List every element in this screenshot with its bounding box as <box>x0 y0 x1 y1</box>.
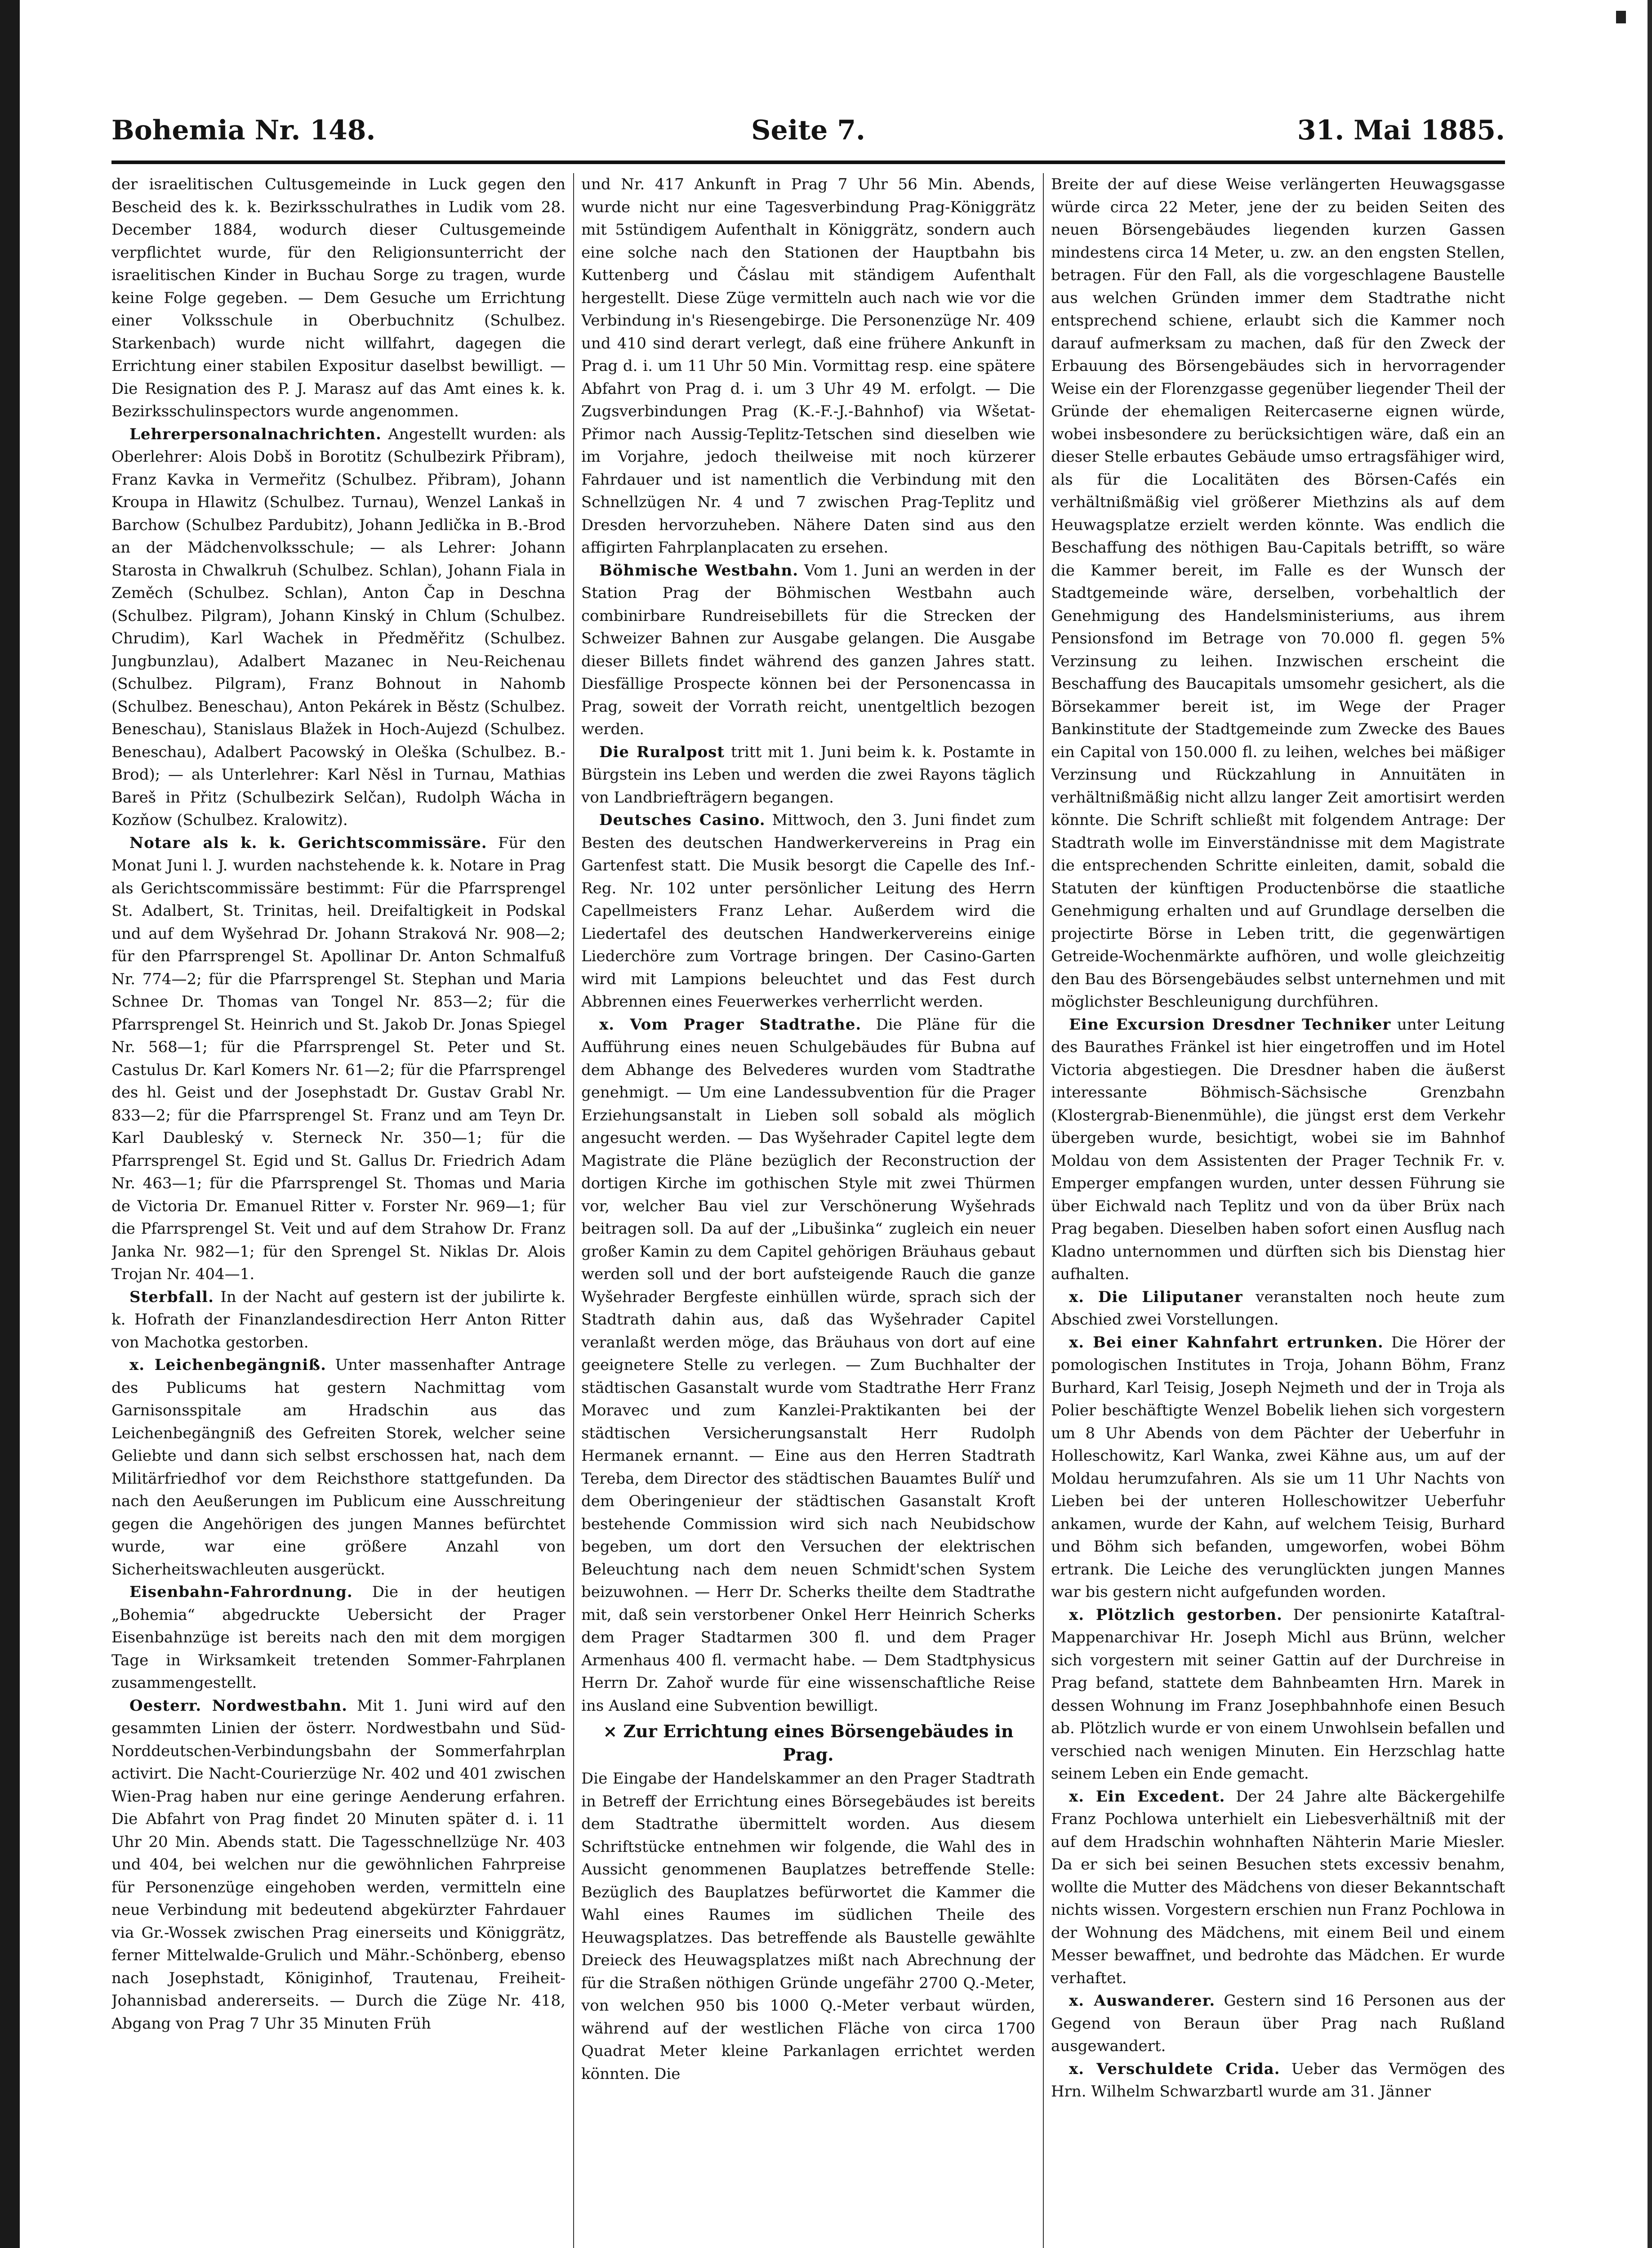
news-item <box>111 1286 566 1354</box>
item-body: Für den Monat Juni l. J. wurden nachstehende k. k. Notare in Prag als Gerichtscommissäre bestimmt: Für die Pfarrsprengel St. Adalbert, St. Trinitas, heil. Dreifaltigkeit in Podskal und auf dem Wyšehrad Dr. Johann Straková Nr. 908—2; für den Pfarrsprengel St. Apollinar Dr. Anton Schmalfuß Nr. 774—2; für die Pfarrsprengel St. Stephan und Maria Schnee Dr. Thomas van Tongel Nr. 853—2; für die Pfarrsprengel St. Heinrich und St. Jakob Dr. Jonas Spiegel Nr. 568—1; für die Pfarrsprengel St. Peter und St. Castulus Dr. Karl Komers Nr. 61—2; für die Pfarrsprengel des hl. Geist und der Josephstadt Dr. Gustav Grabl Nr. 833—2; für die Pfarrsprengel St. Franz und am Teyn Dr. Karl Daubleský v. Sterneck Nr. 350—1; für die Pfarrsprengel St. Egid und St. Gallus Dr. Friedrich Adam Nr. 463—1; für die Pfarrsprengel St. Thomas und Maria de Victoria Dr. Emanuel Ritter v. Forster Nr. 969—1; für die Pfarrsprengel St. Veit und auf dem Strahow Dr. Franz Janka Nr. 982—1; für den Sprengel St. Niklas Dr. Alois Trojan Nr. 404—1. <box>111 834 566 1283</box>
news-item <box>581 559 1035 741</box>
column-2 <box>581 173 1035 2248</box>
news-item <box>1051 2058 1505 2103</box>
item-title: Notare als k. k. Gerichtscommissäre. <box>129 834 487 852</box>
news-item <box>111 1354 566 1581</box>
item-body: Gestern sind 16 Personen aus der Gegend von Beraun über Prag nach Rußland ausgewandert. <box>1051 1992 1505 2055</box>
news-item <box>1051 1286 1505 1331</box>
item-body: Die Hörer der pomologischen Institutes in Troja, Johann Böhm, Franz Burhard, Karl Teisig, Joseph Nejmeth und der in Troja als Polier beschäftigte Wenzel Bobelik liehen sich vorgestern um 8 Uhr Abends von dem Pächter der Ueberfuhr in Holleschowitz, Karl Wanka, zwei Kähne aus, um auf der Moldau herumzufahren. Als sie um 11 Uhr Nachts von Lieben bei der unteren Holleschowitzer Ueberfuhr ankamen, wurde der Kahn, auf welchem Teisig, Burhard und Böhm sich befanden, umgeworfen, wobei Böhm ertrank. Die Leiche des verunglückten jungen Mannes war bis gestern nicht aufgefunden worden. <box>1051 1333 1505 1601</box>
news-item <box>111 1695 566 2035</box>
news-item <box>111 832 566 1286</box>
item-title: x. Plötzlich gestorben. <box>1069 1606 1282 1624</box>
news-item <box>581 1767 1035 2085</box>
column-divider <box>573 173 574 2248</box>
item-title: Böhmische Westbahn. <box>599 561 799 580</box>
page-header <box>111 101 1505 160</box>
news-item <box>1051 1331 1505 1604</box>
item-body: Breite der auf diese Weise verlängerten Heuwagsgasse würde circa 22 Meter, jene der zu beiden Seiten des neuen Börsengebäudes liegenden kurzen Gassen mindestens circa 14 Meter, u. zw. an den engsten Stellen, betragen. Für den Fall, als die vorgeschlagene Baustelle aus welchen Gründen immer dem Stadtrathe nicht entsprechend schiene, erlaubt sich die Kammer noch darauf aufmerksam zu machen, daß für den Zweck der Erbauung des Börsengebäudes sich in hervorragender Weise ein der Florenzgasse gegenüber liegender Theil der Gründe der ehemaligen Reitercaserne eignen würde, wobei insbesondere zu berücksichtigen wäre, daß ein an dieser Stelle erbautes Gebäude umso ertragsfähiger wird, als für die Localitäten des Börsen-Cafés ein verhältnißmäßig viel größerer Miethzins als auf dem Heuwagsplatze erzielt werden könnte. Was endlich die Beschaffung des nöthigen Bau-Capitals betrifft, so wäre die Kammer bereit, im Falle es der Wunsch der Stadtgemeinde wäre, derselben, vorbehaltlich der Genehmigung des Handelsministeriums, aus ihrem Pensionsfond im Betrage von 70.000 fl. gegen 5% Verzinsung zu leihen. Inzwischen erscheint die Beschaffung des Baucapitals umsomehr gesichert, als die Börsekammer bereit ist, im Wege der Prager Bankinstitute der Stadtgemeinde zum Zwecke des Baues ein Capital von 150.000 fl. zu leihen, welches bei mäßiger Verzinsung und Rückzahlung in Annuitäten in verhältnißmäßig nicht allzu langer Zeit amortisirt werden könnte. Die Schrift schließt mit folgendem Antrage: Der Stadtrath wolle im Einverständnisse mit dem Magistrate die entsprechenden Schritte einleiten, damit, sobald die Statuten der künftigen Productenbörse die staatliche Genehmigung erhalten und auf Grundlage derselben die projectirte Börse in Leben tritt, die gegenwärtigen Getreide-Wochenmärkte aufhören, und wolle gleichzeitig den Bau des Börsengebäudes selbst unternehmen und mit möglichster Beschleunigung durchführen. <box>1051 175 1505 1011</box>
item-title: Sterbfall. <box>129 1288 214 1306</box>
item-body: Die Pläne für die Aufführung eines neuen Schulgebäudes für Bubna auf dem Abhange des Belvederes wurden vom Stadtrathe genehmigt. — Um eine Landessubvention für die Prager Erziehungsanstalt in Lieben soll sobald als möglich angesucht werden. — Das Wyšehrader Capitel legte dem Magistrate die Pläne bezüglich der Reconstruction der dortigen Kirche im gothischen Style mit zwei Thürmen vor, welcher Bau viel zur Verschönerung Wyšehrads beitragen soll. Da auf der „Libušinka“ zugleich ein neuer großer Kamin zu dem Capitel gehörigen Bräuhaus gebaut werden soll und der bort aufsteigende Rauch die ganze Wyšehrader Bergfeste einhüllen würde, sprach sich der Stadtrath dahin aus, daß das Wyšehrader Capitel veranlaßt werden möge, das Bräuhaus von dort auf eine geeignetere Stelle zu verlegen. — Zum Buchhalter der städtischen Gasanstalt wurde vom Stadtrathe Herr Franz Moravec und zum Kanzlei-Praktikanten bei der städtischen Versicherungsanstalt Herr Rudolph Hermanek ernannt. — Eine aus den Herren Stadtrath Tereba, dem Director des städtischen Bauamtes Bulíř und dem Oberingenieur der städtischen Gasanstalt Kroft bestehende Commission wird sich nach Neubidschow begeben, um dort den Versuchen der elektrischen Beleuchtung nach dem neuen Schmidt'schen System beizuwohnen. — Herr Dr. Scherks theilte dem Stadtrathe mit, daß sein verstorbener Onkel Herr Heinrich Scherks dem Prager Stadtarmen 300 fl. und dem Prager Armenhaus 400 fl. vermacht habe. — Dem Stadtphysicus Herrn Dr. Zahoř wurde für eine wissenschaftliche Reise ins Ausland eine Subvention bewilligt. <box>581 1015 1035 1715</box>
item-body: Angestellt wurden: als Oberlehrer: Alois Dobš in Borotitz (Schulbezirk Přibram), Franz Kavka in Vermeřitz (Schulbez. Přibram), Johann Kroupa in Hlawitz (Schulbez. Turnau), Wenzel Lankaš in Barchow (Schulbez Pardubitz), Johann Jedlička in B.-Brod an der Mädchenvolksschule; — als Lehrer: Johann Starosta in Chwalkruh (Schulbez. Schlan), Johann Fiala in Zeměch (Schulbez. Schlan), Anton Čap in Deschna (Schulbez. Pilgram), Johann Kinský in Chlum (Schulbez. Chrudim), Karl Wachek in Předměřitz (Schulbez. Jungbunzlau), Adalbert Mazanec in Neu-Reichenau (Schulbez. Pilgram), Franz Bohnout in Nahomb (Schulbez. Beneschau), Anton Pekárek in Běstz (Schulbez. Beneschau), Stanislaus Blažek in Hoch-Aujezd (Schulbez. Beneschau), Adalbert Pacowský in Oleška (Schulbez. B.-Brod); — als Unterlehrer: Karl Něsl in Turnau, Mathias Bareš in Přitz (Schulbezirk Selčan), Rudolph Wácha in Kozňow (Schulbez. Kralowitz). <box>111 425 566 829</box>
news-item <box>1051 1785 1505 1990</box>
item-body: Ueber das Vermögen des Hrn. Wilhelm Schwarzbartl wurde am 31. Jänner <box>1051 2060 1505 2101</box>
issue-date: 31. Mai 1885. <box>1297 115 1505 146</box>
item-title: x. Vom Prager Stadtrathe. <box>599 1015 862 1034</box>
item-title: Lehrerpersonalnachrichten. <box>129 425 382 443</box>
news-item <box>111 1581 566 1695</box>
scan-border-left <box>0 0 20 2248</box>
news-item <box>1051 1013 1505 1286</box>
item-title: Deutsches Casino. <box>599 811 766 829</box>
item-title: x. Verschuldete Crida. <box>1069 2060 1280 2078</box>
item-body: der israelitischen Cultusgemeinde in Luck gegen den Bescheid des k. k. Bezirksschulrathes in Ludik vom 28. December 1884, wodurch dieser Cultusgemeinde verpflichtet wurde, für den Religionsunterricht der israelitischen Kinder in Buchau Sorge zu tragen, wurde keine Folge gegeben. — Dem Gesuche um Errichtung einer Volksschule in Oberbuchnitz (Schulbez. Starkenbach) wurde nicht willfahrt, dagegen die Errichtung einer stabilen Expositur daselbst bewilligt. — Die Resignation des P. J. Marasz auf das Amt eines k. k. Bezirksschulinspectors wurde angenommen. <box>111 175 566 420</box>
item-title: x. Auswanderer. <box>1069 1992 1216 2010</box>
item-title: Eisenbahn-Fahrordnung. <box>129 1583 353 1601</box>
item-body: Vom 1. Juni an werden in der Station Prag der Böhmischen Westbahn auch combinirbare Rundreisebillets für die Strecken der Schweizer Bahnen zur Ausgabe gelangen. Die Ausgabe dieser Billets findet während des ganzen Jahres statt. Diesfällige Prospecte können bei der Personencassa in Prag, soweit der Vorrath reicht, unentgeltlich bezogen werden. <box>581 561 1035 738</box>
news-item <box>581 1013 1035 1717</box>
item-title: x. Leichenbegängniß. <box>129 1356 326 1374</box>
item-body: In der Nacht auf gestern ist der jubilirte k. k. Hofrath der Finanzlandesdirection Herr Anton Ritter von Machotka gestorben. <box>111 1288 566 1351</box>
news-item <box>1051 1989 1505 2058</box>
news-item <box>1051 1604 1505 1785</box>
item-title: Die Ruralpost <box>599 743 725 761</box>
item-body: und Nr. 417 Ankunft in Prag 7 Uhr 56 Min. Abends, wurde nicht nur eine Tagesverbindung Prag-Königgrätz mit 5stündigem Aufenthalt in Königgrätz, sondern auch eine solche nach den Stationen der Hauptbahn bis Kuttenberg und Čáslau mit ständigem Aufenthalt hergestellt. Diese Züge vermitteln auch nach wie vor die Verbindung in's Riesengebirge. Die Personenzüge Nr. 409 und 410 sind derart verlegt, daß eine frühere Ankunft in Prag d. i. um 11 Uhr 50 Min. Vormittag resp. eine spätere Abfahrt von Prag d. i. um 3 Uhr 49 M. erfolgt. — Die Zugsverbindungen Prag (K.-F.-J.-Bahnhof) via Wšetat-Přimor nach Aussig-Teplitz-Tetschen sind dieselben wie im Vorjahre, jedoch theilweise mit noch kürzerer Fahrdauer und ist namentlich die Verbindung mit den Schnellzügen Nr. 4 und 7 zwischen Prag-Teplitz und Dresden hervorzuheben. Nähere Daten sind aus den affigirten Fahrplanplacaten zu ersehen. <box>581 175 1035 557</box>
item-body: Unter massenhafter Antrage des Publicums hat gestern Nachmittag vom Garnisonsspitale am Hradschin aus das Leichenbegängniß des Gefreiten Storek, welcher seine Geliebte und dann sich selbst erschossen hat, nach dem Militärfriedhof vor dem Reichsthore stattgefunden. Da nach den Aeußerungen im Publicum eine Ausschreitung gegen die Angehörigen des jungen Mannes befürchtet wurde, war eine größere Anzahl von Sicherheitswachleuten ausgerückt. <box>111 1356 566 1579</box>
item-body: Mit 1. Juni wird auf den gesammten Linien der österr. Nordwestbahn und Süd-Norddeutschen-Verbindungsbahn der Sommerfahrplan activirt. Die Nacht-Courierzüge Nr. 402 und 401 zwischen Wien-Prag haben nur eine geringe Aenderung erfahren. Die Abfahrt von Prag findet 20 Minuten später d. i. 11 Uhr 20 Min. Abends statt. Die Tagesschnellzüge Nr. 403 und 404, bei welchen nur die gewöhnlichen Fahrpreise für Personenzüge eingehoben werden, vermitteln eine neue Verbindung mit bedeutend abgekürzter Fahrdauer via Gr.-Wossek zwischen Prag einerseits und Königgrätz, ferner Mittelwalde-Grulich und Mähr.-Schönberg, ebenso nach Josephstadt, Königinhof, Trautenau, Freiheit-Johannisbad andererseits. — Durch die Züge Nr. 418, Abgang von Prag 7 Uhr 35 Minuten Früh <box>111 1696 566 2033</box>
scan-mark <box>1616 11 1626 23</box>
item-body: unter Leitung des Baurathes Fränkel ist hier eingetroffen und im Hotel Victoria abgestiegen. Die Dresdner haben die äußerst interessante Böhmisch-Sächsische Grenzbahn (Klostergrab-Bienenmühle), die jüngst erst dem Verkehr übergeben wurde, besichtigt, wobei sie im Bahnhof Moldau von dem Assistenten der Prager Technik Fr. v. Emperger empfangen wurden, unter dessen Führung sie über Eichwald nach Teplitz und von da über Brüx nach Prag begaben. Dieselben haben sofort einen Ausflug nach Kladno unternommen und dürften sich bis Dienstag hier aufhalten. <box>1051 1015 1505 1283</box>
continued-paragraph <box>111 173 566 423</box>
continued-paragraph <box>1051 173 1505 1013</box>
masthead-issue: Bohemia Nr. 148. <box>111 115 376 146</box>
item-body: tritt mit 1. Juni beim k. k. Postamte in Bürgstein ins Leben und werden die zwei Rayons täglich von Landbriefträgern begangen. <box>581 743 1035 807</box>
column-1 <box>111 173 566 2248</box>
news-item <box>111 423 566 832</box>
item-body: veranstalten noch heute zum Abschied zwei Vorstellungen. <box>1051 1288 1505 1329</box>
news-item <box>581 809 1035 1013</box>
item-title: Oesterr. Nordwestbahn. <box>129 1696 347 1715</box>
item-body: Die in der heutigen „Bohemia“ abgedruckte Uebersicht der Prager Eisenbahnzüge ist bereits nach den mit dem morgigen Tage in Wirksamkeit tretenden Sommer-Fahrplanen zusammengestellt. <box>111 1583 566 1692</box>
text-columns <box>111 173 1505 2248</box>
article-heading: × Zur Errichtung eines Börsengebäudes in Prag. <box>603 1721 1014 1765</box>
item-body: Der 24 Jahre alte Bäckergehilfe Franz Pochlowa unterhielt ein Liebesverhältniß mit der auf dem Hradschin wohnhaften Nähterin Marie Miesler. Da er sich bei seinen Besuchen stets excessiv benahm, wollte die Mutter des Mädchens von dieser Bekanntschaft nichts wissen. Vorgestern erschien nun Franz Pochlowa in der Wohnung des Mädchens, mit einem Beil und einem Messer bewaffnet, und bedrohte das Mädchen. Er wurde verhaftet. <box>1051 1787 1505 1987</box>
item-title: Eine Excursion Dresdner Techniker <box>1069 1015 1391 1034</box>
item-body: Mittwoch, den 3. Juni findet zum Besten des deutschen Handwerkervereins in Prag ein Gartenfest statt. Die Musik besorgt die Capelle des Inf.-Reg. Nr. 102 unter persönlicher Leitung des Herrn Capellmeisters Franz Lehar. Außerdem wird die Liedertafel des deutschen Handwerkervereins einige Liederchöre zum Vortrage bringen. Der Casino-Garten wird mit Lampions beleuchtet und das Fest durch Abbrennen eines Feuerwerkes verherrlicht werden. <box>581 811 1035 1011</box>
page-number: Seite 7. <box>751 115 865 146</box>
item-title: x. Die Liliputaner <box>1069 1288 1243 1306</box>
header-rule <box>111 161 1505 164</box>
column-divider <box>1043 173 1044 2248</box>
item-body: Die Eingabe der Handelskammer an den Prager Stadtrath in Betreff der Errichtung eines Börsegebäudes ist bereits dem Stadtrathe übermittelt worden. Aus diesem Schriftstücke entnehmen wir folgende, die Wahl des in Aussicht genommenen Bauplatzes betreffende Stelle: Bezüglich des Bauplatzes befürwortet die Kammer die Wahl eines Raumes im südlichen Theile des Heuwagsplatzes. Das betreffende als Baustelle gewählte Dreieck des Heuwagsplatzes mißt nach Abrechnung der für die Straßen nöthigen Gründe ungefähr 2700 Q.-Meter, von welchen 950 bis 1000 Q.-Meter verbaut würden, während auf der westlichen Fläche von circa 1700 Quadrat Meter kleine Parkanlagen errichtet werden könnten. Die <box>581 1770 1035 2083</box>
scan-border-right <box>1648 0 1652 2248</box>
item-title: x. Bei einer Kahnfahrt ertrunken. <box>1069 1333 1384 1351</box>
item-title: x. Ein Excedent. <box>1069 1787 1225 1806</box>
column-3 <box>1051 173 1505 2248</box>
news-item <box>581 741 1035 809</box>
item-body: Der pensionirte Kataſtral-Mappenarchivar Hr. Joseph Michl aus Brünn, welcher sich vorgestern mit seiner Gattin auf der Durchreise in Prag befand, stattete dem Bahnbeamten Hrn. Marek in dessen Wohnung im Franz Josephbahnhofe einen Besuch ab. Plötzlich wurde er von einem Unwohlsein befallen und verschied nach wenigen Minuten. Ein Herzschlag hatte seinem Leben ein Ende gemacht. <box>1051 1606 1505 1783</box>
continued-paragraph <box>581 173 1035 559</box>
newspaper-page <box>111 101 1505 2248</box>
